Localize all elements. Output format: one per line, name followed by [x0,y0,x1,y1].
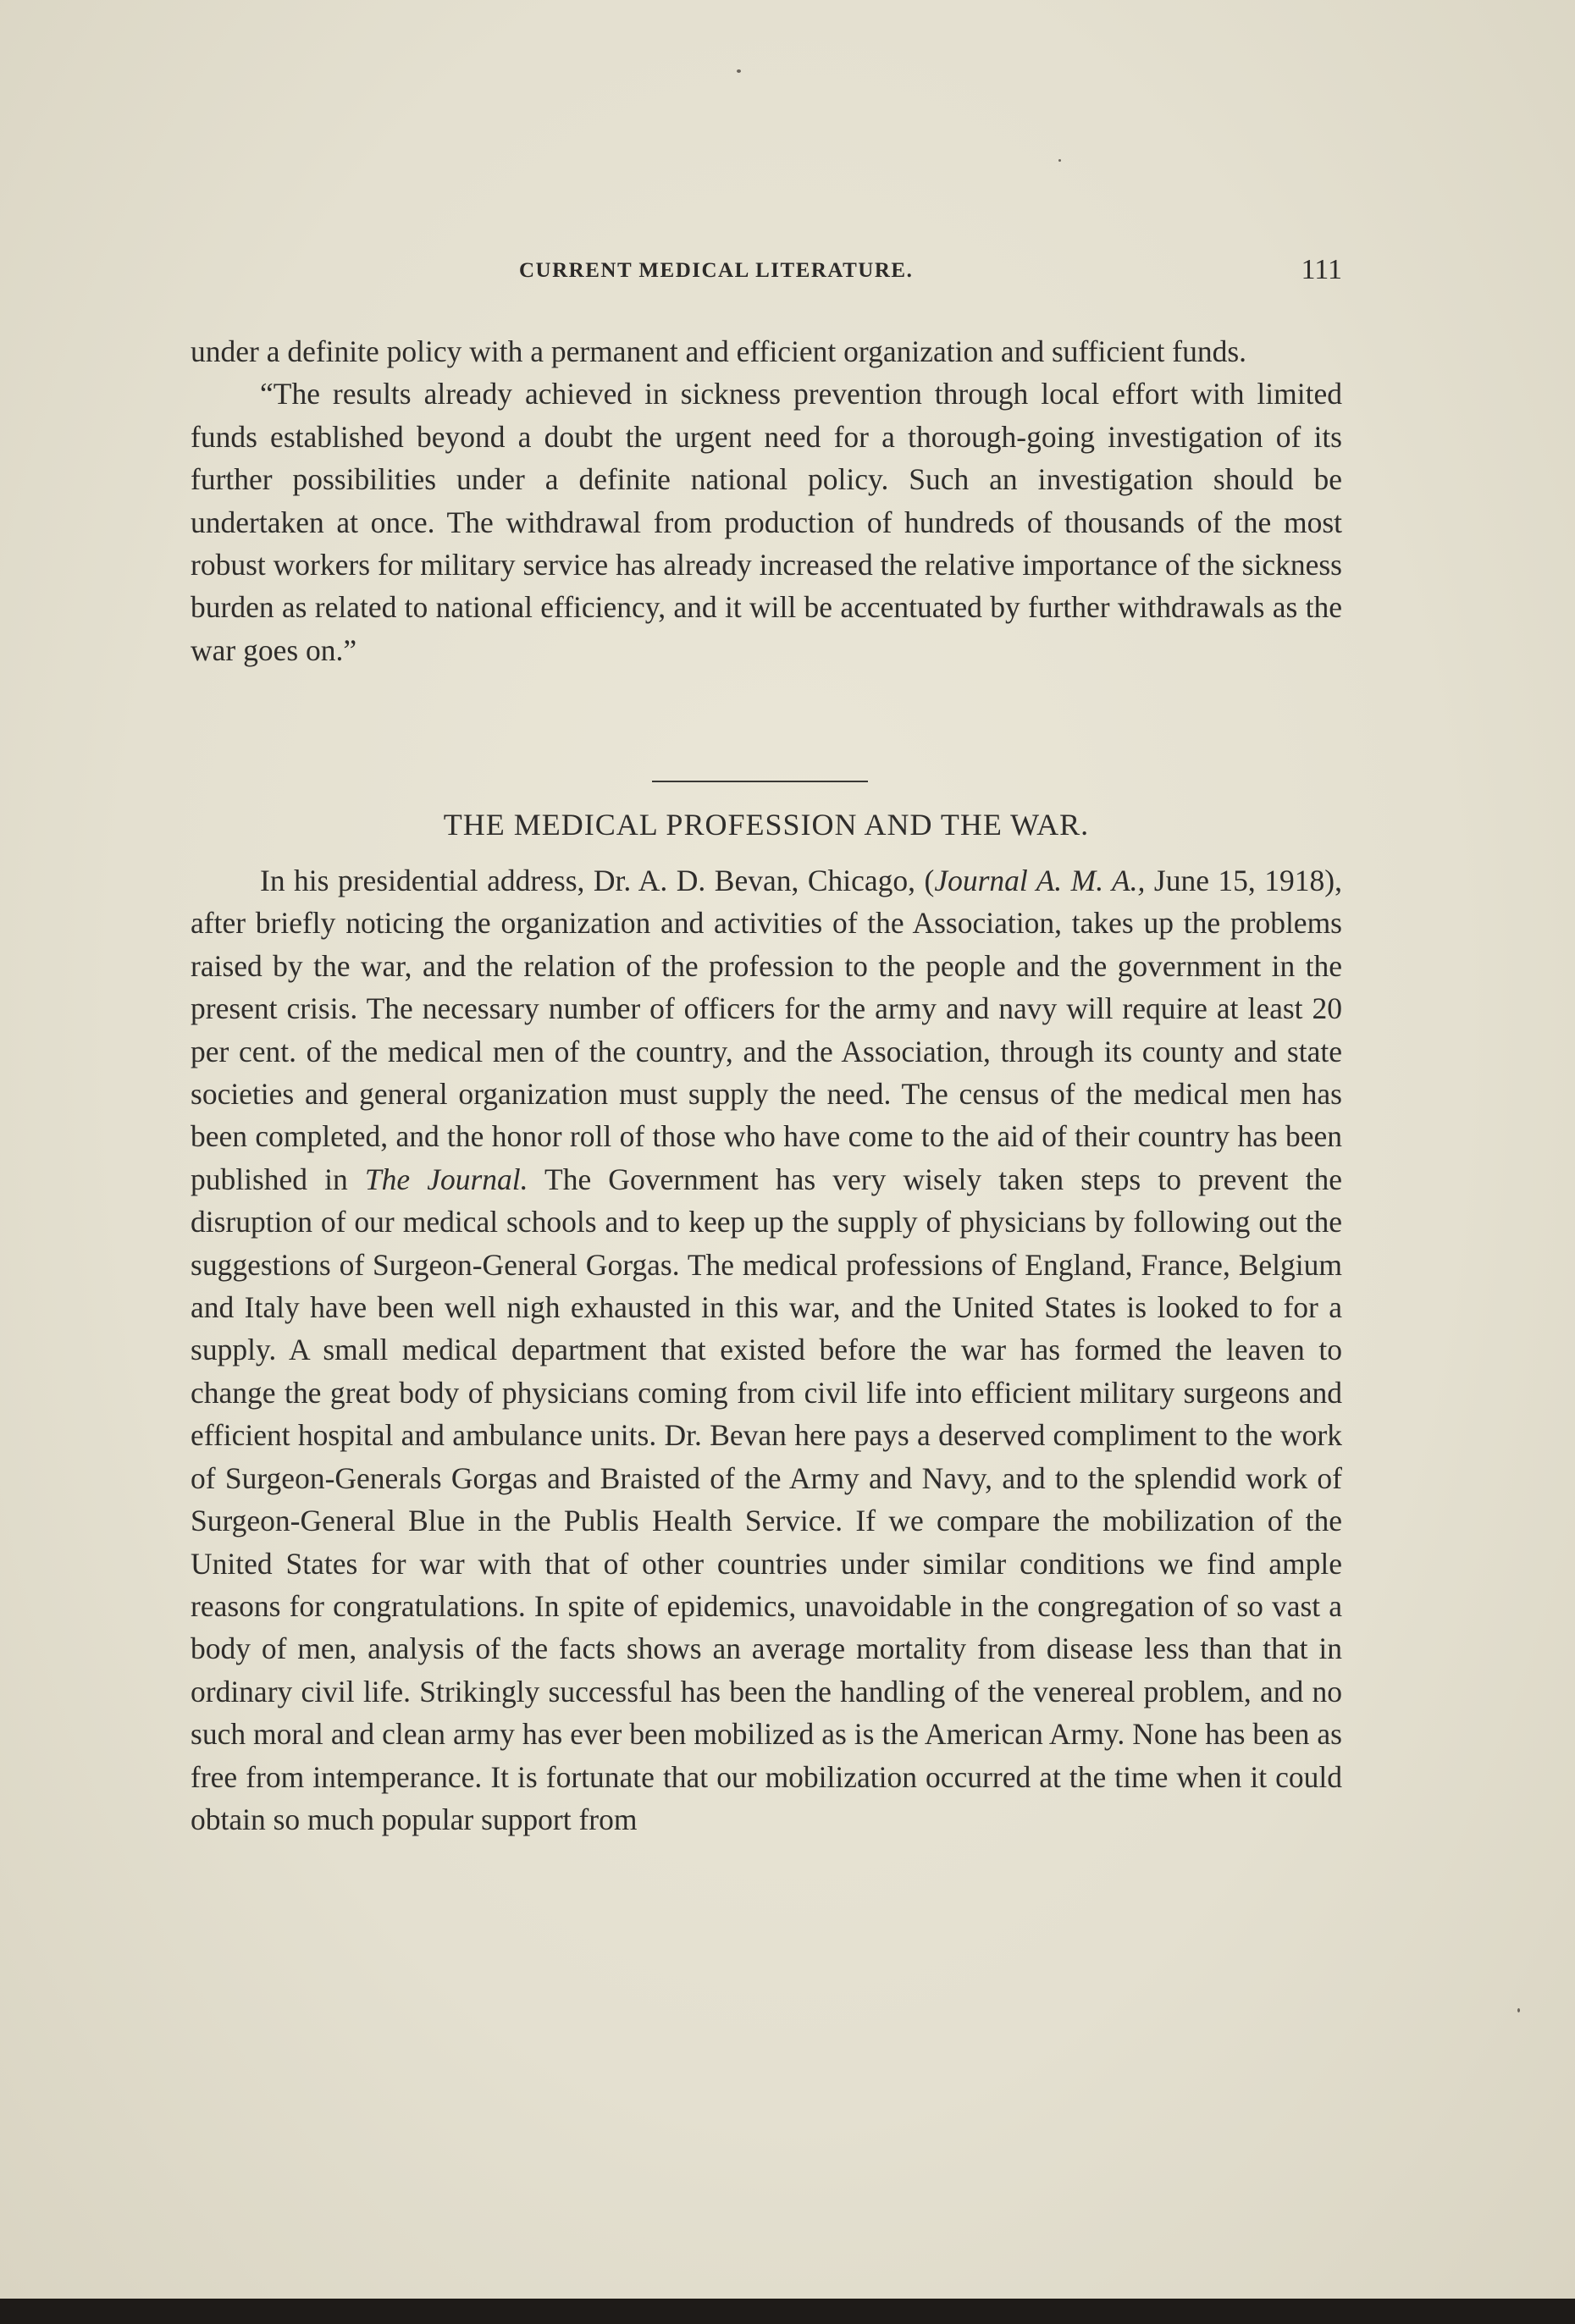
section-divider [652,781,868,782]
journal-reference: Journal A. M. A., [934,864,1146,897]
continued-quotation [191,330,1342,671]
text-rest: The Government has very wisely taken steps to prevent the disruption of our medical schools and to keep up the supply of physicians by following out the suggestions of Surgeon-General Gorgas. The medical professions of England, France, Belgium and Italy have been well nigh exhausted in this war, and the United States is looked to for a supply. A small medical department that existed before the war has formed the leaven to change the great body of physicians coming from civil life into efficient military surgeons and efficient hospital and ambulance units. Dr. Bevan here pays a deserved compliment to the work of Surgeon-Generals Gorgas and Braisted of the Army and Navy, and to the splendid work of Surgeon-General Blue in the Publis Health Service. If we compare the mobilization of the United States for war with that of other countries under similar conditions we find ample reasons for congratulations. In spite of epidemics, unavoidable in the congregation of so vast a body of men, analysis of the facts shows an average mortality from disease less than that in ordinary civil life. Strikingly successful has been the handling of the venereal problem, and no such moral and clean army has ever been mobilized as is the American Army. None has been as free from intemperance. It is fortunate that our mobilization occurred at the time when it could obtain so much popular support from [191,1162,1342,1836]
paper-speck [1058,159,1061,162]
running-title: CURRENT MEDICAL LITERATURE. [519,259,914,282]
text-after-reference: June 15, 1918), after briefly noticing the organization and activities of the Association, takes up the problems raised by the war, and the relation of the profession to the people and the government in the present crisis. The necessary number of officers for the army and navy will require at least 20 per cent. of the medical men of the country, and the Association, through its county and state societies and general organization must supply the need. The census of the medical men has been completed, and the honor roll of those who have come to the aid of their country has been published in [191,864,1342,1196]
paper-speck [1517,2008,1520,2012]
running-head [191,254,1342,288]
section-heading: THE MEDICAL PROFESSION AND THE WAR. [443,808,1090,842]
article-body [191,859,1342,1841]
paragraph-bevan-address [191,859,1342,1841]
paper-speck [737,69,741,73]
journal-title: The Journal. [364,1162,528,1196]
text-intro: In his presidential address, Dr. A. D. Bevan, Chicago, ( [260,864,935,897]
scan-bottom-edge [0,2299,1575,2324]
paragraph-continuation: under a definite policy with a permanent and efficient organization and sufficient funds. [191,334,1247,368]
paragraph-quotation: “The results already achieved in sickness prevention through local effort with limited funds established beyond a doubt the urgent need for a thorough-going investigation of its further possibilities under a definite national policy. Such an investigation should be undertaken at once. The withdrawal from production of hundreds of thousands of the most robust workers for military service has already increased the relative importance of the sickness burden as related to national efficiency, and it will be accentuated by further withdrawals as the war goes on.” [191,377,1342,667]
page-number: 111 [1301,254,1342,285]
